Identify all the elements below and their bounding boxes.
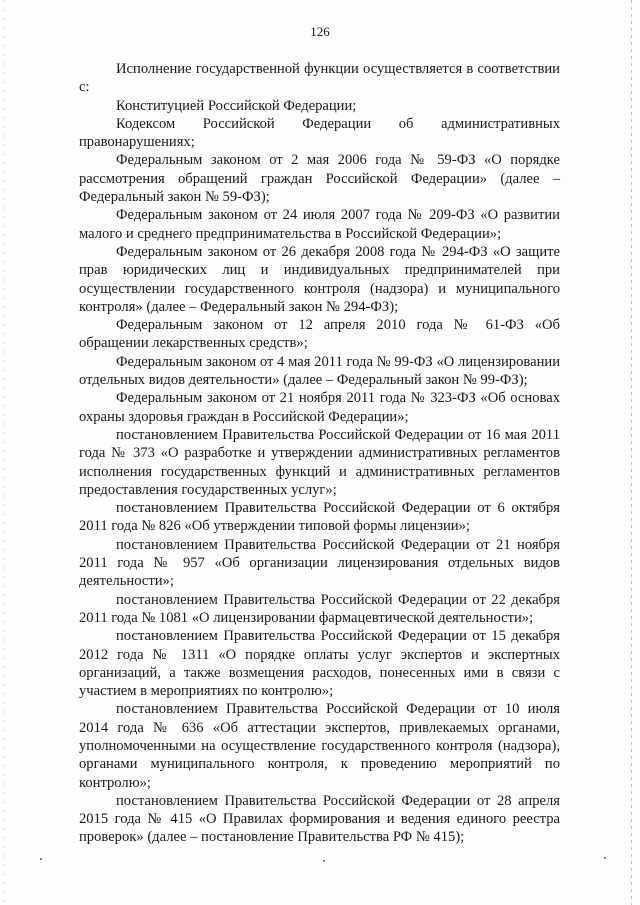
scan-speck	[40, 858, 42, 860]
paragraph-decree-636: постановлением Правительства Российской Федерации от 10 июля 2014 года № 636 «Об аттестации экспертов, привлекаемых органами, уполномоченными на осуществление государственного контроля (надзора), органами муниципального контроля, к проведению мероприятий по контролю»;	[79, 701, 560, 791]
paragraph-law-59: Федеральным законом от 2 мая 2006 года № 59-ФЗ «О порядке рассмотрения обращений граждан Российской Федерации» (далее – Федеральный закон № 59-ФЗ);	[79, 152, 560, 206]
paragraph-decree-957: постановлением Правительства Российской Федерации от 21 ноября 2011 года № 957 «Об организации лицензирования отдельных видов деятельности»;	[79, 536, 560, 590]
paragraph-law-323: Федеральным законом от 21 ноября 2011 года № 323-ФЗ «Об основах охраны здоровья граждан в Российской Федерации»;	[79, 390, 560, 425]
paragraph-decree-415: постановлением Правительства Российской Федерации от 28 апреля 2015 года № 415 «О Правилах формирования и ведения единого реестра проверок» (далее – постановление Правительства РФ № 415);	[79, 792, 560, 846]
scan-speck	[604, 857, 606, 859]
paragraph-constitution: Конституцией Российской Федерации;	[116, 97, 357, 114]
scan-edge-right	[631, 0, 632, 905]
paragraph-law-294: Федеральным законом от 26 декабря 2008 года № 294-ФЗ «О защите прав юридических лиц и индивидуальных предпринимателей при осуществлении государственного контроля (надзора) и муниципального контроля» (далее – Федеральный закон № 294-ФЗ);	[79, 243, 560, 315]
paragraph-law-209: Федеральным законом от 24 июля 2007 года № 209-ФЗ «О развитии малого и среднего предпринимательства в Российской Федерации»;	[79, 207, 560, 242]
page-number: 126	[310, 24, 330, 39]
scan-edge-left	[3, 0, 4, 905]
scan-speck	[323, 860, 325, 862]
paragraph-decree-1311: постановлением Правительства Российской Федерации от 15 декабря 2012 года № 1311 «О порядке оплаты услуг экспертов и экспертных организаций, а также возмещения расходов, понесенных ими в связи с участием в мероприятиях по контролю»;	[79, 628, 560, 700]
paragraph-admin-code: Кодексом Российской Федерации об административных правонарушениях;	[79, 115, 560, 151]
paragraph-decree-373: постановлением Правительства Российской Федерации от 16 мая 2011 года № 373 «О разработке и утверждении административных регламентов исполнения государственных функций и административных регламентов предоставления государственных услуг»;	[79, 426, 560, 498]
document-body	[79, 60, 560, 847]
paragraph-law-99: Федеральным законом от 4 мая 2011 года № 99-ФЗ «О лицензировании отдельных видов деятельности» (далее – Федеральный закон № 99-ФЗ);	[79, 353, 560, 389]
paragraph-decree-1081: постановлением Правительства Российской Федерации от 22 декабря 2011 года № 1081 «О лицензировании фармацевтической деятельности»;	[79, 591, 560, 626]
paragraph-intro: Исполнение государственной функции осуществляется в соответствии с:	[79, 61, 560, 96]
paragraph-decree-826: постановлением Правительства Российской Федерации от 6 октября 2011 года № 826 «Об утверждении типовой формы лицензии»;	[79, 500, 560, 535]
paragraph-law-61: Федеральным законом от 12 апреля 2010 года № 61-ФЗ «Об обращении лекарственных средств»;	[79, 317, 560, 352]
